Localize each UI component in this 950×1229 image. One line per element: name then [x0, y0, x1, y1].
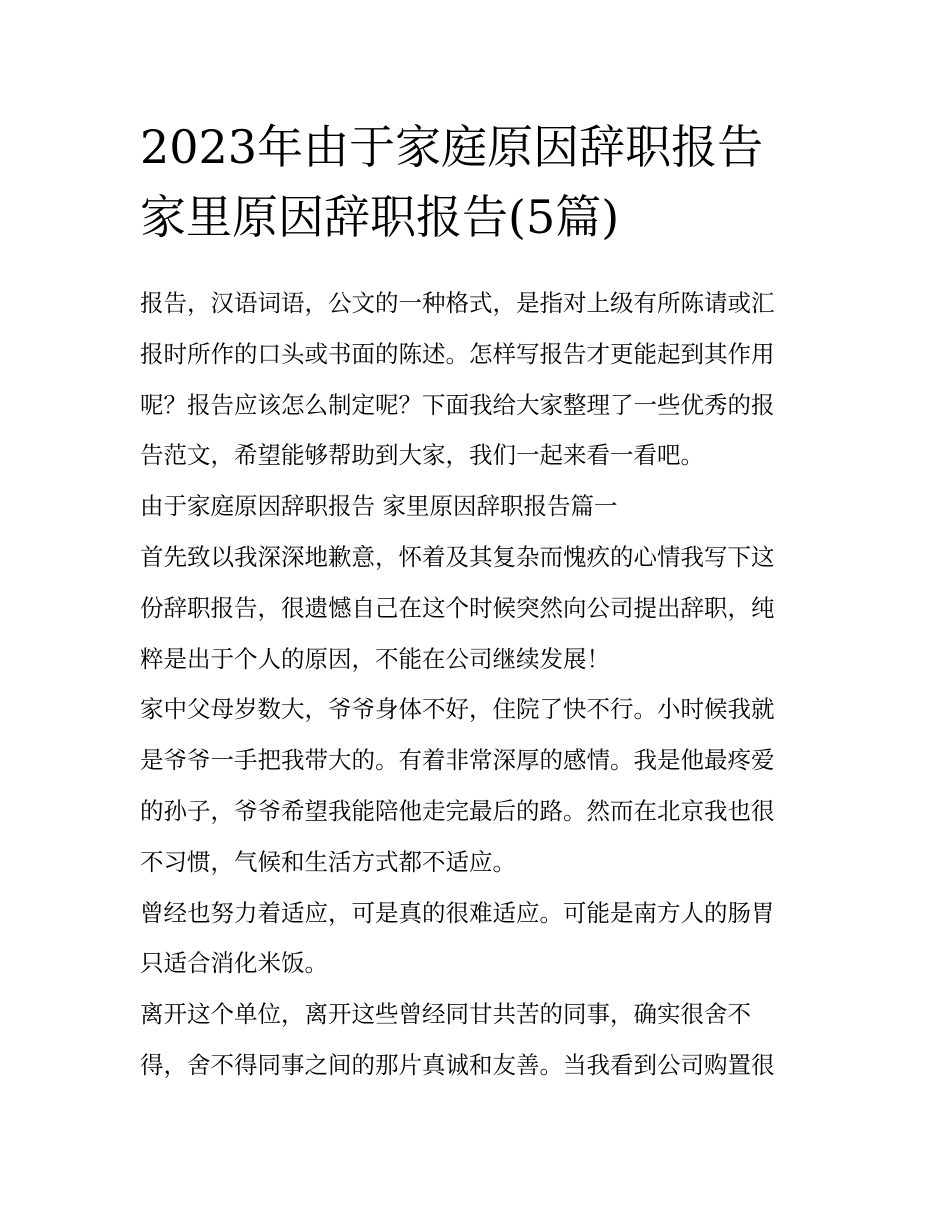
body-line: 告范文，希望能够帮助到大家，我们一起来看一看吧。: [140, 441, 704, 470]
body-line: 只适合消化米饭。: [140, 949, 328, 978]
title-line-2: 家里原因辞职报告(5篇): [140, 190, 620, 244]
document-title: [140, 112, 820, 252]
body-line: 报告，汉语词语，公文的一种格式，是指对上级有所陈请或汇: [140, 289, 775, 317]
body-line: 曾经也努力着适应，可是真的很难适应。可能是南方人的肠胃: [140, 898, 775, 927]
body-line: 首先致以我深深地歉意，怀着及其复杂而愧疚的心情我写下这: [140, 542, 775, 571]
body-line: 的孙子，爷爷希望我能陪他走完最后的路。然而在北京我也很: [140, 796, 775, 825]
body-line: 家中父母岁数大，爷爷身体不好，住院了快不行。小时候我就: [140, 695, 775, 724]
body-line: 报时所作的口头或书面的陈述。怎样写报告才更能起到其作用: [140, 339, 775, 368]
section-heading: 由于家庭原因辞职报告 家里原因辞职报告篇一: [140, 492, 618, 521]
title-line-1: 2023年由于家庭原因辞职报告: [140, 120, 764, 174]
body-line: 是爷爷一手把我带大的。有着非常深厚的感情。我是他最疼爱: [140, 746, 775, 775]
body-line: 离开这个单位，离开这些曾经同甘共苦的同事，确实很舍不: [140, 1000, 751, 1029]
body-line: 得，舍不得同事之间的那片真诚和友善。当我看到公司购置很: [140, 1050, 775, 1079]
body-line: 粹是出于个人的原因，不能在公司继续发展！: [140, 644, 610, 673]
body-line: 呢？报告应该怎么制定呢？下面我给大家整理了一些优秀的报: [140, 390, 775, 419]
body-line: 份辞职报告，很遗憾自己在这个时候突然向公司提出辞职，纯: [140, 593, 775, 622]
document-body: [140, 278, 815, 1091]
body-line: 不习惯，气候和生活方式都不适应。: [140, 847, 516, 876]
